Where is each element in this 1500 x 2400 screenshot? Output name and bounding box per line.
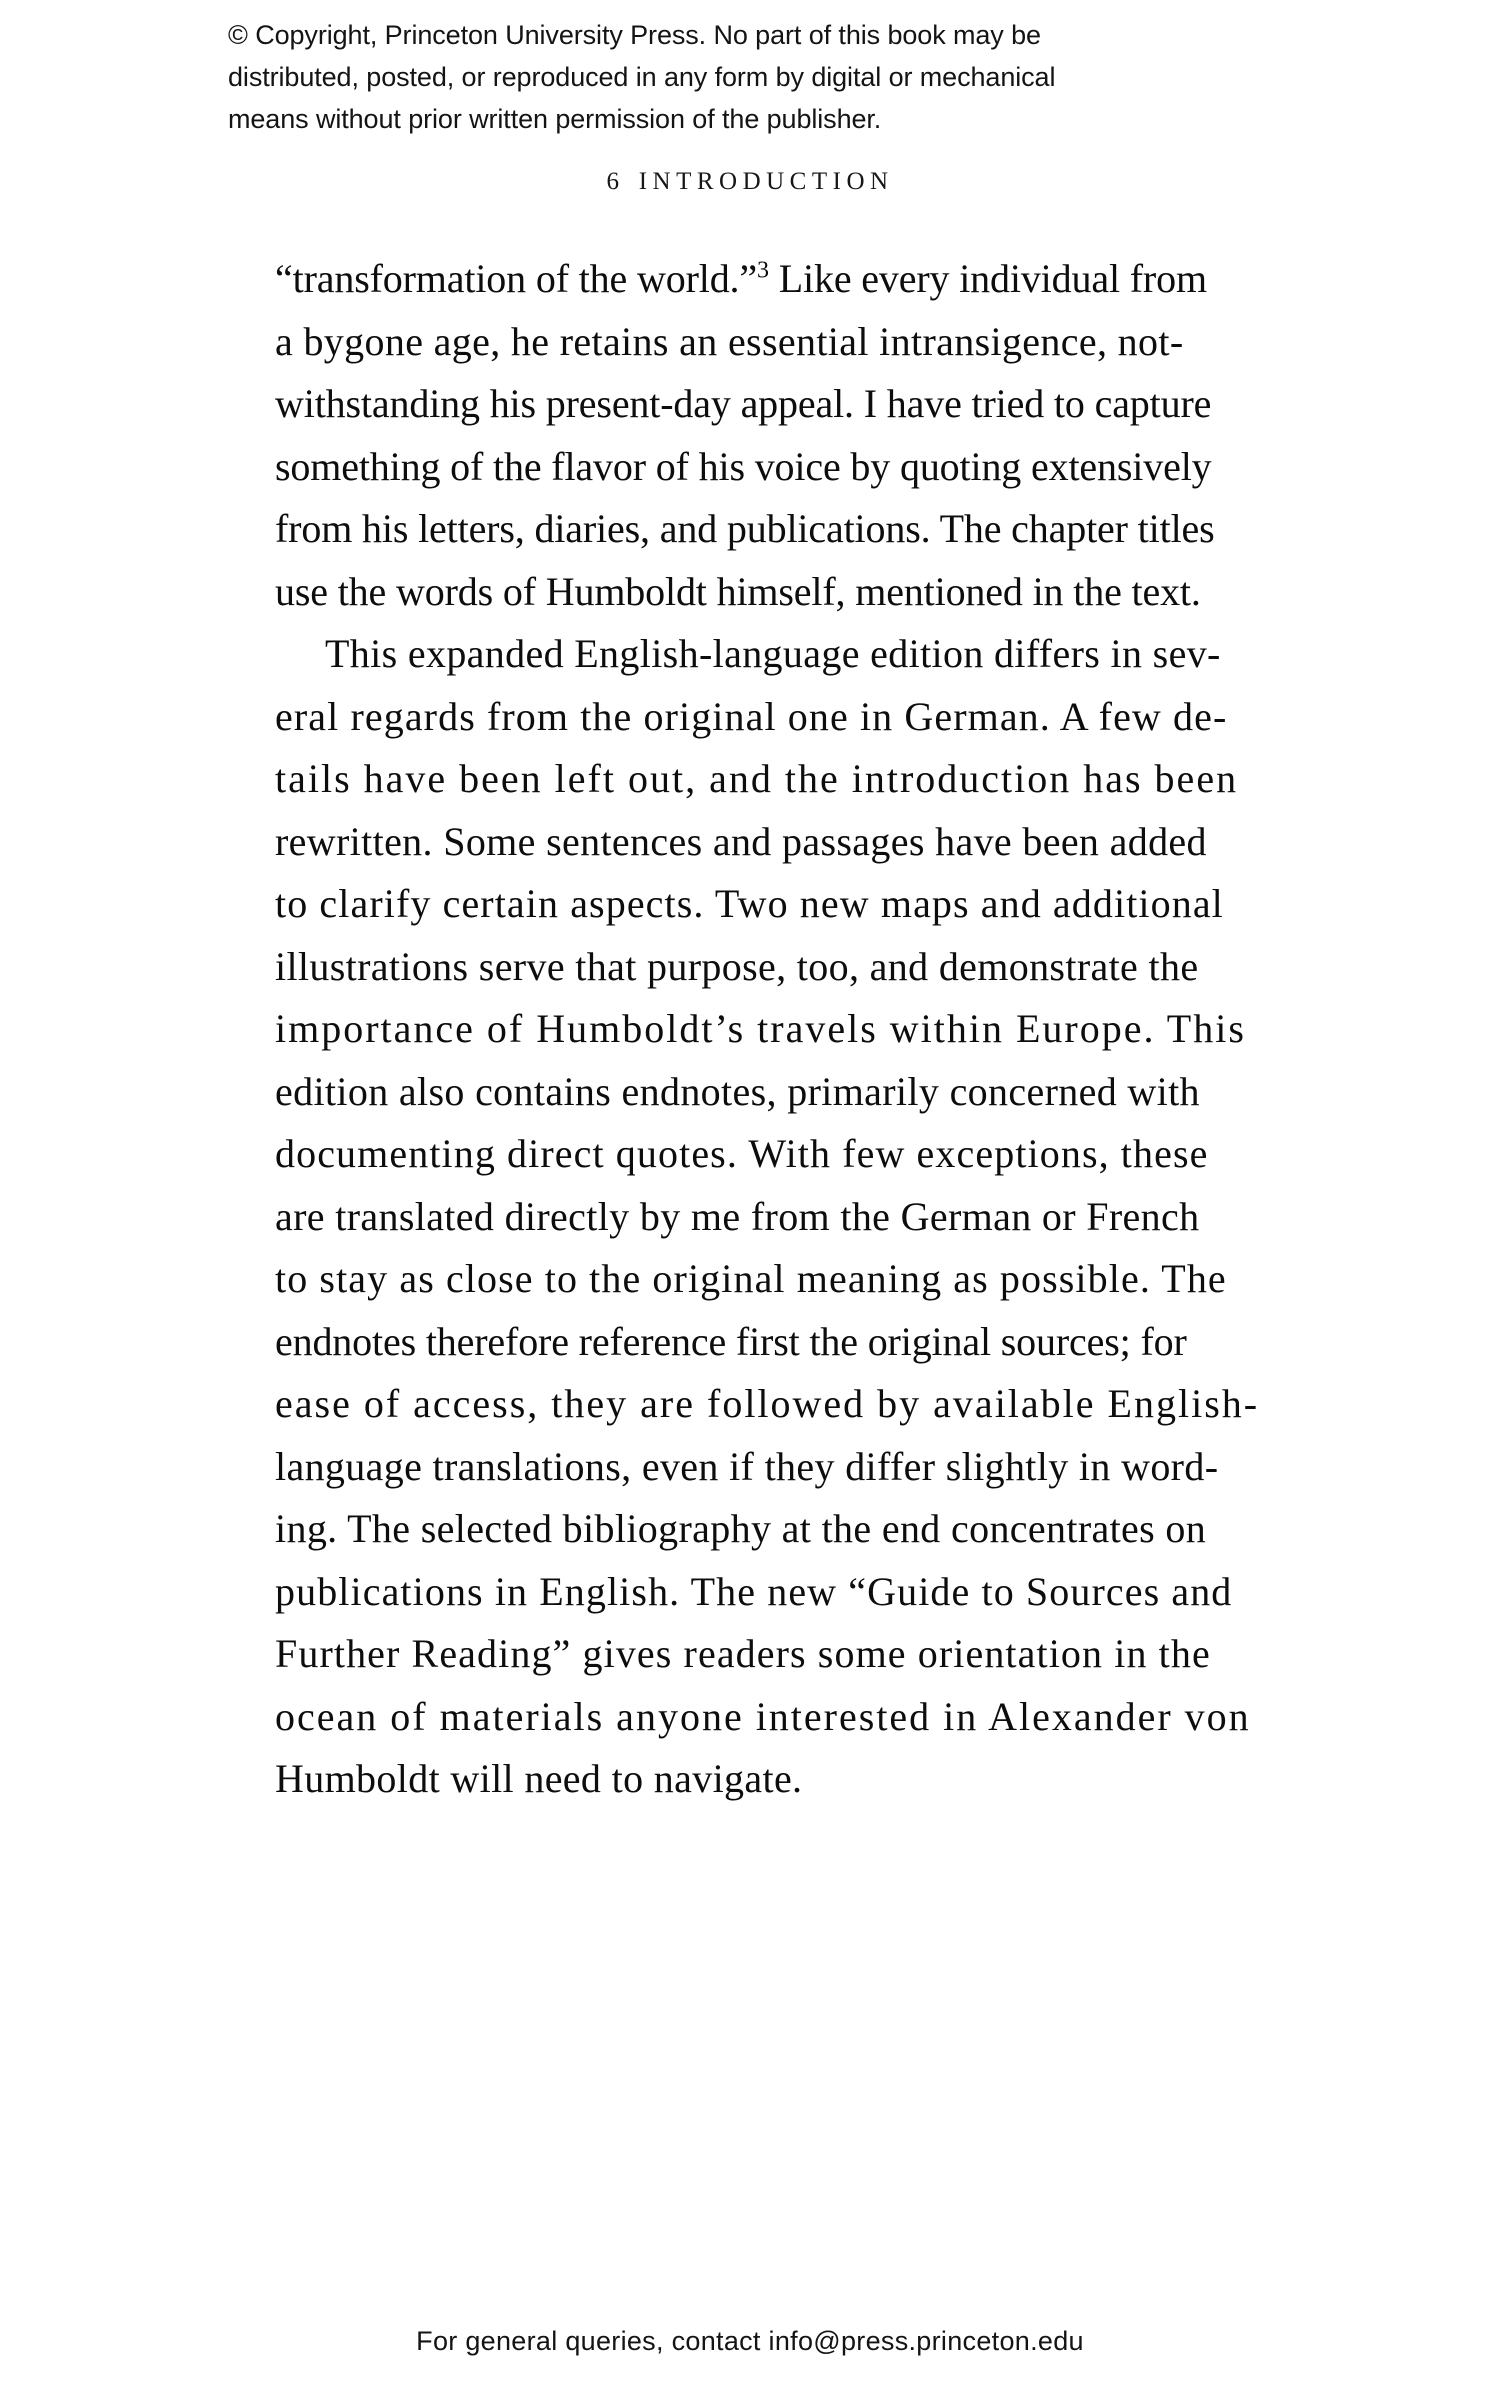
text-line: are translated directly by me from the German or French	[275, 1193, 1200, 1239]
text-line: ease of access, they are followed by available English-	[275, 1381, 1260, 1426]
text-line: tails have been left out, and the introduction has been	[275, 756, 1239, 801]
running-head-gap	[620, 168, 639, 195]
copyright-notice-line: distributed, posted, or reproduced in any form by digital or mechanical	[228, 62, 1056, 92]
text-line: illustrations serve that purpose, too, and demonstrate the	[275, 943, 1199, 989]
text-line: This expanded English-language edition differs in sev-	[325, 631, 1221, 676]
text-line: importance of Humboldt’s travels within Europe. This	[275, 1006, 1246, 1051]
paragraph-1	[275, 248, 1365, 623]
text-line: endnotes therefore reference first the original sources; for	[275, 1318, 1187, 1364]
text-line: a bygone age, he retains an essential intransigence, not-	[275, 318, 1184, 364]
page-number: 6	[606, 168, 620, 195]
text-line: publications in English. The new “Guide to Sources and	[275, 1568, 1233, 1614]
text-line: from his letters, diaries, and publications. The chapter titles	[275, 506, 1215, 551]
text-line: documenting direct quotes. With few exceptions, these	[275, 1131, 1209, 1176]
text-line: withstanding his present-day appeal. I have tried to capture	[275, 381, 1212, 426]
text-line: edition also contains endnotes, primarily concerned with	[275, 1068, 1200, 1114]
footer-contact-line: For general queries, contact info@press.princeton.edu	[416, 2326, 1084, 2356]
text-line: something of the flavor of his voice by quoting extensively	[275, 443, 1212, 489]
text-line: to clarify certain aspects. Two new maps and additional	[275, 881, 1224, 926]
running-head	[0, 168, 1500, 196]
text-line: Further Reading” gives readers some orientation in the	[275, 1631, 1211, 1676]
copyright-notice-line: © Copyright, Princeton University Press. No part of this book may be	[228, 20, 1041, 50]
copyright-notice-line: means without prior written permission of the publisher.	[228, 104, 882, 134]
text-line	[275, 248, 1365, 311]
copyright-notice	[228, 14, 1298, 140]
text-line: Humboldt will need to navigate.	[275, 1756, 803, 1801]
text-line: eral regards from the original one in German. A few de-	[275, 693, 1228, 739]
paragraph-2	[275, 623, 1365, 1811]
footnote-marker[interactable]: 3	[757, 257, 769, 284]
text-line: to stay as close to the original meaning as possible. The	[275, 1256, 1227, 1301]
body-text	[275, 248, 1365, 1811]
text-line: ocean of materials anyone interested in Alexander von	[275, 1693, 1251, 1739]
text-line-content-tail: Like every individual from	[768, 256, 1207, 301]
text-line: ing. The selected bibliography at the end concentrates on	[275, 1506, 1207, 1551]
running-head-title: INTRODUCTION	[638, 168, 894, 195]
text-line: rewritten. Some sentences and passages have been added	[275, 818, 1207, 864]
text-line: language translations, even if they differ slightly in word-	[275, 1443, 1219, 1489]
text-line: use the words of Humboldt himself, mentioned in the text.	[275, 568, 1201, 614]
text-line-content: “transformation of the world.”	[275, 256, 758, 301]
